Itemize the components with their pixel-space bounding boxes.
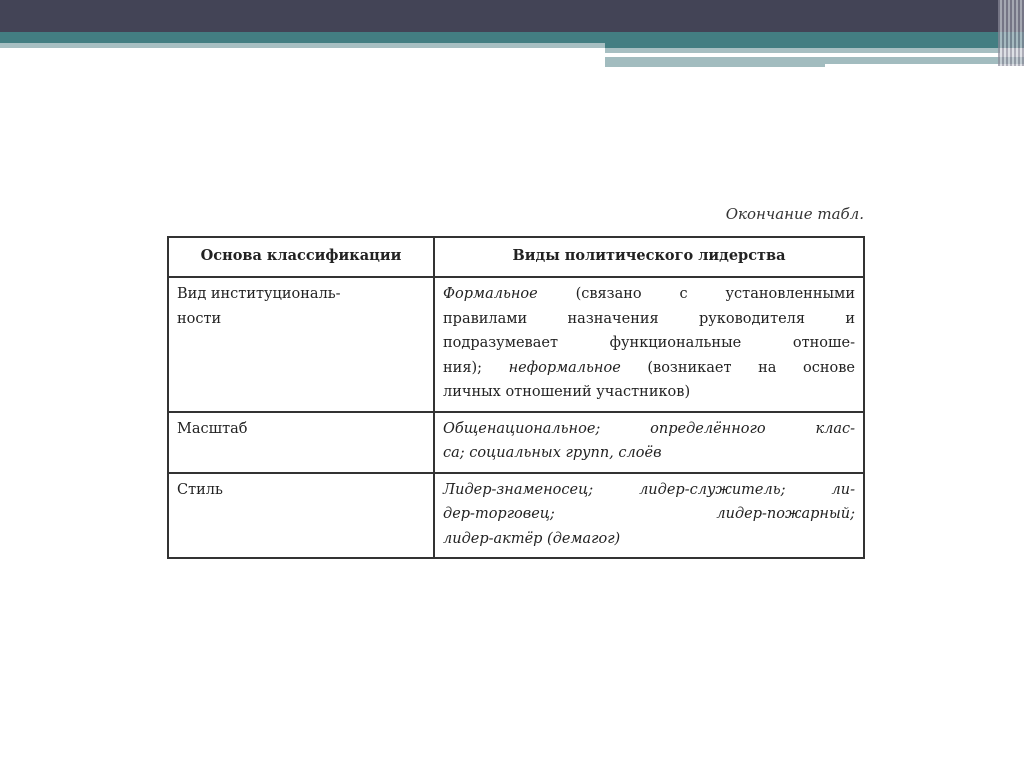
leadership-type-term: са; социальных групп, слоёв — [443, 445, 662, 461]
basis-cell — [168, 412, 434, 473]
table-header-row — [168, 237, 864, 277]
basis-line: Стиль — [177, 481, 223, 498]
table-row — [168, 473, 864, 559]
description-text: личных отношений участников) — [443, 384, 691, 400]
description-text: подразумевает функциональные отноше- — [443, 335, 855, 351]
types-line — [443, 307, 855, 332]
basis-line: Вид институциональ- — [177, 286, 341, 302]
basis-line: ности — [177, 310, 222, 327]
basis-line: Масштаб — [177, 420, 248, 437]
leadership-table — [167, 236, 865, 559]
leadership-type-term: Общенациональное; определённого клас- — [443, 420, 855, 437]
types-line — [443, 380, 855, 405]
types-cell — [434, 277, 864, 412]
description-text: правилами назначения руководителя и — [443, 310, 855, 327]
header-white-gap — [825, 64, 1024, 68]
types-line — [443, 478, 855, 503]
basis-cell — [168, 277, 434, 412]
header-types: Виды политического лидерства — [434, 237, 864, 277]
types-line — [443, 282, 855, 307]
header-dark-band — [0, 0, 1024, 32]
header-basis: Основа классификации — [168, 237, 434, 277]
table-row — [168, 277, 864, 412]
types-line — [443, 417, 855, 442]
description-text: (возникает на основе — [620, 359, 855, 376]
header-light-stripe — [0, 43, 605, 48]
header-light-stripe-right — [605, 48, 1000, 53]
types-line — [443, 331, 855, 356]
description-text: ния); — [443, 359, 509, 376]
leadership-type-term: Формальное — [443, 286, 538, 302]
description-text: (связано с установленными — [537, 286, 855, 302]
types-line — [443, 527, 855, 552]
leadership-type-term: неформальное — [508, 359, 621, 376]
types-line — [443, 356, 855, 381]
table-row — [168, 412, 864, 473]
leadership-type-term: лидер-актёр (демагог) — [443, 530, 621, 547]
types-line — [443, 441, 855, 466]
header-vertical-lines — [998, 0, 1024, 66]
types-cell — [434, 412, 864, 473]
table-caption: Окончание табл. — [725, 205, 864, 223]
basis-cell — [168, 473, 434, 559]
types-cell — [434, 473, 864, 559]
types-line — [443, 502, 855, 527]
leadership-type-term: Лидер-знаменосец; лидер-служитель; ли- — [443, 481, 855, 498]
leadership-type-term: дер-торговец; лидер-пожарный; — [443, 506, 855, 522]
